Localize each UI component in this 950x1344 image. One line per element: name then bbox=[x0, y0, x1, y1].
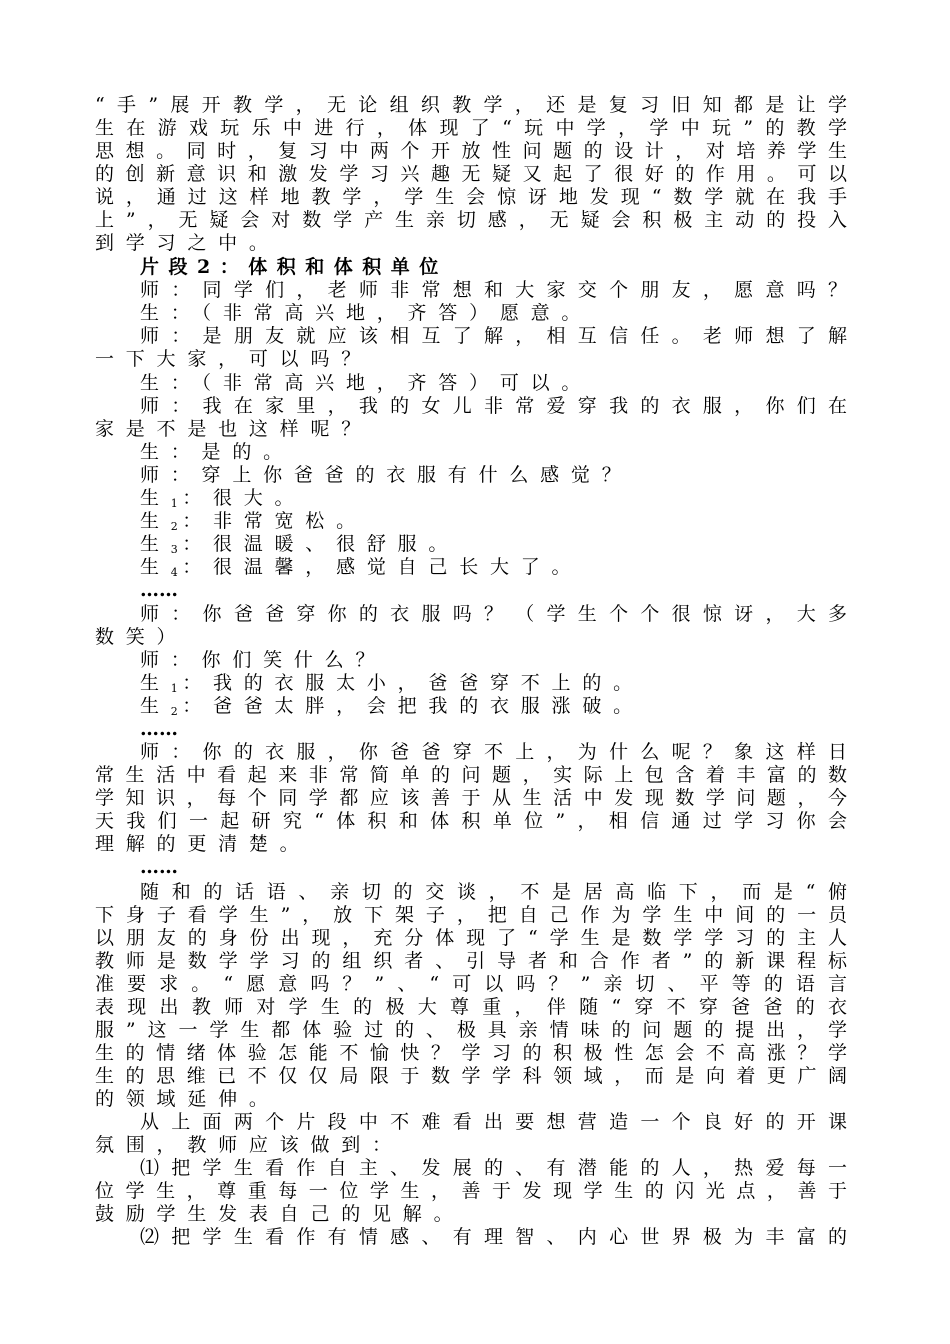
paragraph-line: 下身子看学生”，放下架子，把自己作为学生中间的一员 bbox=[95, 904, 847, 926]
dialogue-text: ：我的衣服太小，爸爸穿不上的。 bbox=[182, 672, 644, 694]
text-line: 思想。同时，复习中两个开放性问题的设计，对培养学生 bbox=[95, 140, 847, 162]
dialogue-line bbox=[140, 487, 847, 510]
speaker-label: 生 bbox=[140, 487, 171, 509]
speaker-subscript: 1 bbox=[170, 682, 183, 695]
dialogue-line bbox=[140, 695, 847, 718]
speaker-subscript: 2 bbox=[170, 520, 183, 533]
dialogue-line bbox=[140, 533, 847, 556]
dialogue-line: 师：同学们，老师非常想和大家交个朋友，愿意吗？ bbox=[140, 279, 847, 301]
dialogue-line bbox=[140, 510, 847, 533]
speaker-label: 生 bbox=[140, 672, 171, 694]
paragraph-line: 鼓励学生发表自己的见解。 bbox=[95, 1203, 465, 1225]
dialogue-line: 师：你们笑什么？ bbox=[140, 649, 387, 671]
dialogue-text: ：很温暖、很舒服。 bbox=[182, 533, 460, 555]
paragraph-line: 从上面两个片段中不难看出要想营造一个良好的开课 bbox=[140, 1111, 847, 1133]
section-heading: 片段2：体积和体积单位 bbox=[140, 256, 448, 278]
dialogue-line bbox=[140, 672, 847, 695]
paragraph-line: 表现出教师对学生的极大尊重，伴随“穿不穿爸爸的衣 bbox=[95, 996, 847, 1018]
dialogue-line: 师：我在家里，我的女儿非常爱穿我的衣服，你们在 bbox=[140, 395, 847, 417]
dialogue-line: 生：（非常高兴地，齐答）可以。 bbox=[140, 372, 593, 394]
dialogue-line: 一下大家，可以吗？ bbox=[95, 348, 373, 370]
dialogue-line: 师：穿上你爸爸的衣服有什么感觉？ bbox=[140, 464, 633, 486]
speaker-subscript: 3 bbox=[170, 543, 183, 556]
paragraph-line: 的领域延伸。 bbox=[95, 1088, 280, 1110]
dialogue-text: ：很大。 bbox=[182, 487, 306, 509]
dialogue-line: 师：你爸爸穿你的衣服吗？（学生个个很惊讶，大多 bbox=[140, 603, 847, 625]
list-item-2: ⑵把学生看作有情感、有理智、内心世界极为丰富的 bbox=[140, 1226, 847, 1248]
paragraph-line: 位学生，尊重每一位学生，善于发现学生的闪光点，善于 bbox=[95, 1180, 847, 1202]
ellipsis: …… bbox=[140, 856, 178, 878]
paragraph-line: 生的情绪体验怎能不愉快？学习的积极性怎会不高涨？学 bbox=[95, 1042, 847, 1064]
dialogue-line: 生：是的。 bbox=[140, 441, 294, 463]
text-line: 常生活中看起来非常简单的问题，实际上包含着丰富的数 bbox=[95, 764, 847, 786]
text-line: 到学习之中。 bbox=[95, 232, 280, 254]
speaker-label: 生 bbox=[140, 533, 171, 555]
text-line: 上”，无疑会对数学产生亲切感，无疑会积极主动的投入 bbox=[95, 209, 847, 231]
text-line: 生在游戏玩乐中进行，体现了“玩中学，学中玩”的教学 bbox=[95, 117, 847, 139]
text-line: 的创新意识和激发学习兴趣无疑又起了很好的作用。可以 bbox=[95, 163, 847, 185]
dialogue-line: 师：你的衣服，你爸爸穿不上，为什么呢？象这样日 bbox=[140, 741, 847, 763]
text-line: 理解的更清楚。 bbox=[95, 833, 311, 855]
dialogue-line bbox=[140, 556, 847, 579]
dialogue-line: 数笑） bbox=[95, 626, 188, 648]
paragraph-line: 准要求。“愿意吗？”、“可以吗？”亲切、平等的语言 bbox=[95, 973, 847, 995]
paragraph-line: 以朋友的身份出现，充分体现了“学生是数学学习的主人 bbox=[95, 927, 847, 949]
dialogue-line: 师：是朋友就应该相互了解，相互信任。老师想了解 bbox=[140, 325, 847, 347]
dialogue-text: ：很温馨，感觉自己长大了。 bbox=[182, 556, 583, 578]
dialogue-text: ：非常宽松。 bbox=[182, 510, 367, 532]
dialogue-line: 生：（非常高兴地，齐答）愿意。 bbox=[140, 302, 593, 324]
ellipsis: …… bbox=[140, 579, 178, 601]
dialogue-text: ：爸爸太胖，会把我的衣服涨破。 bbox=[182, 695, 644, 717]
paragraph-line: 服”这一学生都体验过的、极具亲情味的问题的提出，学 bbox=[95, 1019, 847, 1041]
paragraph-line: 随和的话语、亲切的交谈，不是居高临下，而是“俯 bbox=[140, 881, 847, 903]
text-line: “手”展开教学，无论组织教学，还是复习旧知都是让学 bbox=[95, 94, 847, 116]
paragraph-line: 氛围，教师应该做到： bbox=[95, 1134, 403, 1156]
text-line: 说，通过这样地教学，学生会惊讶地发现“数学就在我手 bbox=[95, 186, 847, 208]
speaker-subscript: 4 bbox=[170, 566, 183, 579]
ellipsis: …… bbox=[140, 718, 178, 740]
paragraph-line: 教师是数学学习的组织者、引导者和合作者”的新课程标 bbox=[95, 950, 847, 972]
text-line: 学知识，每个同学都应该善于从生活中发现数学问题，今 bbox=[95, 787, 847, 809]
list-item-1: ⑴把学生看作自主、发展的、有潜能的人，热爱每一 bbox=[140, 1157, 847, 1179]
speaker-label: 生 bbox=[140, 695, 171, 717]
paragraph-line: 生的思维已不仅仅局限于数学学科领域，而是向着更广阔 bbox=[95, 1065, 847, 1087]
dialogue-line: 家是不是也这样呢？ bbox=[95, 418, 373, 440]
speaker-label: 生 bbox=[140, 510, 171, 532]
speaker-subscript: 1 bbox=[170, 497, 183, 510]
speaker-subscript: 2 bbox=[170, 705, 183, 718]
speaker-label: 生 bbox=[140, 556, 171, 578]
text-line: 天我们一起研究“体积和体积单位”，相信通过学习你会 bbox=[95, 810, 847, 832]
